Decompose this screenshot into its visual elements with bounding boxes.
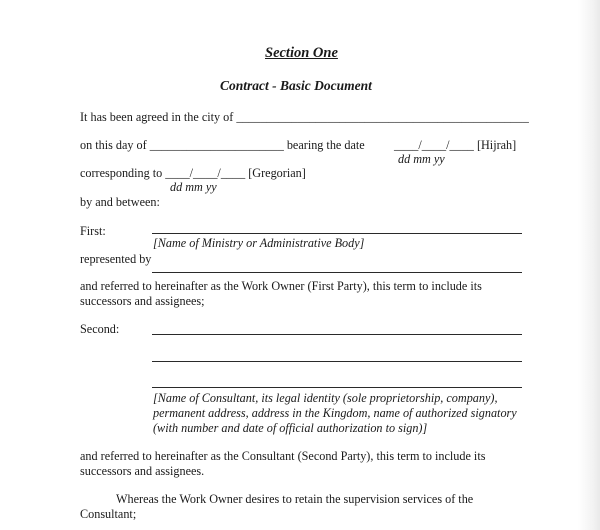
section-title: Section One bbox=[265, 45, 338, 61]
second-party-blank-2 bbox=[152, 361, 522, 362]
hijrah-date-format: dd mm yy bbox=[398, 152, 445, 166]
second-party-label: Second: bbox=[80, 322, 120, 336]
by-and-between: by and between: bbox=[80, 195, 160, 209]
day-line: on this day of ______________________ bearing the date bbox=[80, 138, 365, 152]
document-title: Contract - Basic Document bbox=[220, 78, 372, 93]
consultant-placeholder-line3: (with number and date of official authorization to sign)] bbox=[153, 421, 428, 435]
city-line: It has been agreed in the city of ________________________________________________ bbox=[80, 110, 529, 124]
gregorian-date-format: dd mm yy bbox=[170, 180, 217, 194]
first-party-blank bbox=[152, 233, 522, 234]
work-owner-clause-line2: successors and assignees; bbox=[80, 294, 205, 308]
whereas-clause-line1: Whereas the Work Owner desires to retain the supervision services of the bbox=[116, 492, 474, 506]
second-party-blank-3 bbox=[152, 387, 522, 388]
whereas-clause-line2: Consultant; bbox=[80, 507, 137, 521]
representative-blank bbox=[152, 272, 522, 273]
represented-by-label: represented by bbox=[80, 252, 152, 266]
consultant-clause-line1: and referred to hereinafter as the Consultant (Second Party), this term to include its bbox=[80, 449, 486, 463]
work-owner-clause-line1: and referred to hereinafter as the Work Owner (First Party), this term to include its bbox=[80, 279, 482, 293]
consultant-placeholder-line1: [Name of Consultant, its legal identity (sole proprietorship, company), bbox=[153, 391, 498, 405]
page-edge-shadow bbox=[578, 0, 600, 530]
corresponding-line: corresponding to ____/____/____ [Gregorian] bbox=[80, 166, 306, 180]
first-party-placeholder: [Name of Ministry or Administrative Body] bbox=[153, 236, 365, 250]
consultant-placeholder-line2: permanent address, address in the Kingdom, name of authorized signatory bbox=[153, 406, 517, 420]
second-party-blank-1 bbox=[152, 334, 522, 335]
consultant-clause-line2: successors and assignees. bbox=[80, 464, 205, 478]
first-party-label: First: bbox=[80, 224, 106, 238]
hijrah-date: ____/____/____ [Hijrah] bbox=[394, 138, 517, 152]
